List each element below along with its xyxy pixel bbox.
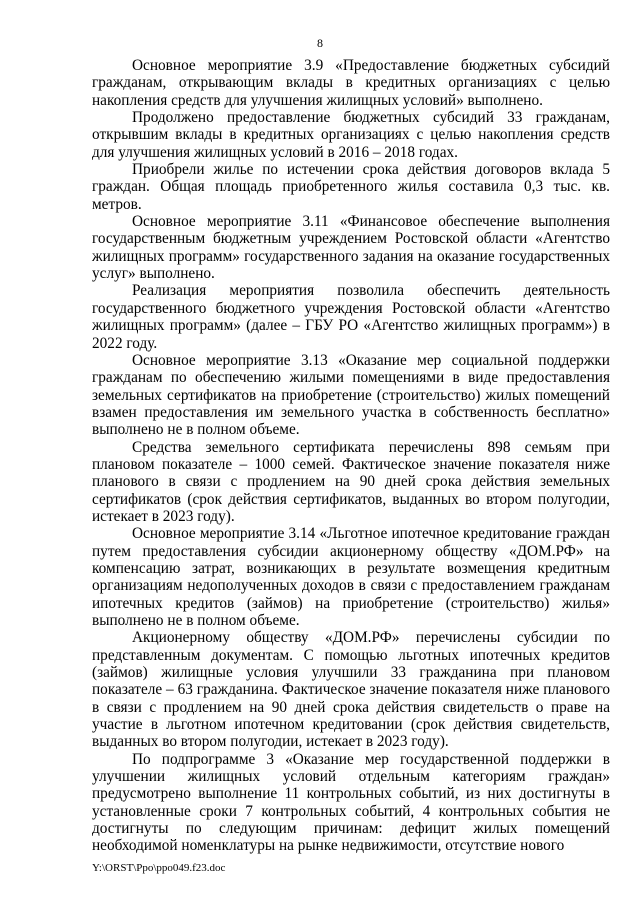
paragraph-3-11: Основное мероприятие 3.11 «Финансовое обеспечение выполнения государственным бюджетным учреждением Ростовской области «Агентство жилищных программ» государственного задания на оказание государственных услуг» выполнено. (92, 213, 610, 283)
paragraph-3-13: Основное мероприятие 3.13 «Оказание мер социальной поддержки гражданам по обеспечению жилыми помещениями в виде предоставления земельных сертификатов на приобретение (строительство) жилых помещений взамен предоставления им земельного участка в собственность бесплатно» выполнено не в полном объеме. (92, 351, 610, 439)
paragraph-subsidies-continued: Продолжено предоставление бюджетных субсидий 33 гражданам, открывшим вклады в кредитных организациях с целью накопления средств для улучшения жилищных условий в 2016 – 2018 годах. (92, 109, 610, 161)
page-number: 8 (317, 36, 323, 50)
paragraph-3-14-result: Акционерному обществу «ДОМ.РФ» перечислены субсидии по представленным документам. С помощью льготных ипотечных кредитов (займов) жилищные условия улучшили 33 гражданина при плановом показателе – 63 гражданина. Фактическое значение показателя ниже планового в связи с продлением на 90 дней срока действия свидетельств о праве на участие в льготном ипотечном кредитовании (срок действия свидетельств, выданных во втором полугодии, истекает в 2023 году). (92, 629, 610, 751)
paragraph-3-11-result: Реализация мероприятия позволила обеспечить деятельность государственного бюджетного учреждения Ростовской области «Агентство жилищных программ» (далее – ГБУ РО «Агентство жилищных программ») в 2022 году. (92, 282, 610, 352)
paragraph-3-13-result: Средства земельного сертификата перечислены 898 семьям при плановом показателе – 1000 семей. Фактическое значение показателя ниже планового в связи с продлением на 90 дней срока действия земельных сертификатов (срок действия сертификатов, выданных во втором полугодии, истекает в 2023 году). (92, 438, 610, 525)
paragraph-housing-acquired: Приобрели жилье по истечении срока действия договоров вклада 5 граждан. Общая площадь приобретенного жилья составила 0,3 тыс. кв. метров. (92, 161, 610, 213)
paragraph-3-14: Основное мероприятие 3.14 «Льготное ипотечное кредитование граждан путем предоставления субсидии акционерному обществу «ДОМ.РФ» на компенсацию затрат, возникающих в результате возмещения кредитным организациям недополученных доходов в связи с предоставлением гражданам ипотечных кредитов (займов) на приобретение (строительство) жилья» выполнено не в полном объеме. (92, 525, 610, 629)
paragraph-3-9: Основное мероприятие 3.9 «Предоставление бюджетных субсидий гражданам, открывающим вклады в кредитных организациях с целью накопления средств для улучшения жилищных условий» выполнено. (92, 57, 610, 109)
paragraph-subprogram-3: По подпрограмме 3 «Оказание мер государственной поддержки в улучшении жилищных условий отдельным категориям граждан» предусмотрено выполнение 11 контрольных событий, из них достигнуты в установленные сроки 7 контрольных событий, 4 контрольных события не достигнуты по следующим причинам: дефицит жилых помещений необходимой номенклатуры на рынке недвижимости, отсутствие нового (92, 750, 610, 855)
footer-file-path: Y:\ORST\Ppo\ppo049.f23.doc (92, 862, 226, 874)
document-body (92, 57, 610, 855)
